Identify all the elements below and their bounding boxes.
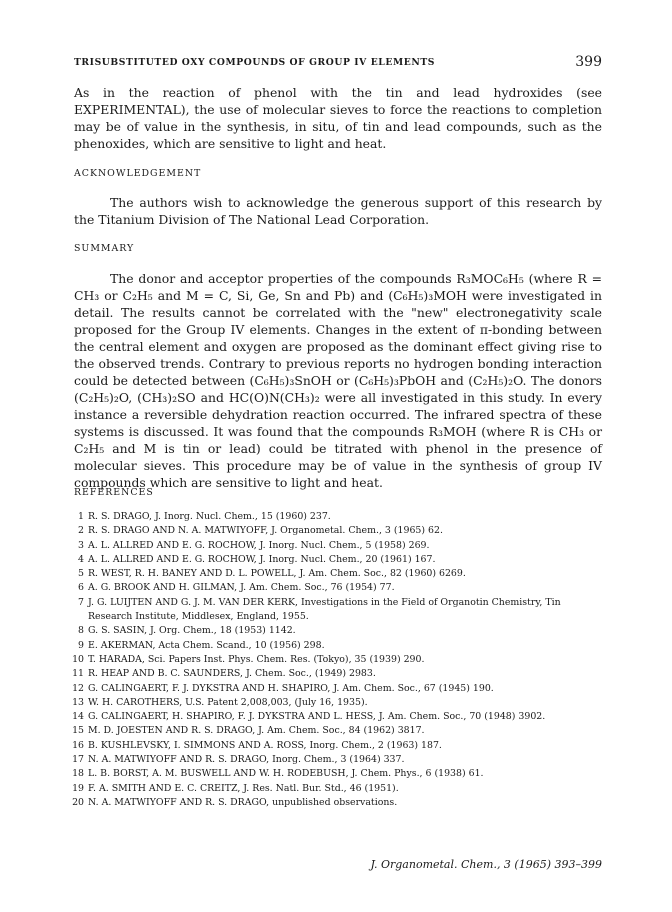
- running-head: [74, 54, 602, 73]
- reference-item: [74, 539, 602, 553]
- acknowledgement-text: The authors wish to acknowledge the generous support of this research by the Titanium Division of The National Lead Corporation.: [74, 195, 602, 227]
- reference-text: R. WEST, R. H. BANEY AND D. L. POWELL, J. Am. Chem. Soc., 82 (1960) 6269.: [88, 568, 466, 580]
- reference-text: G. CALINGAERT, F. J. DYKSTRA AND H. SHAPIRO, J. Am. Chem. Soc., 67 (1945) 190.: [88, 682, 494, 694]
- reference-text: M. D. JOESTEN AND R. S. DRAGO, J. Am. Chem. Soc., 84 (1962) 3817.: [88, 725, 425, 737]
- reference-number: 20: [72, 796, 84, 808]
- reference-item: [74, 724, 602, 738]
- summary-heading: SUMMARY: [74, 243, 135, 254]
- reference-item: [74, 782, 602, 796]
- page-number: 399: [575, 54, 602, 70]
- acknowledgement-heading: ACKNOWLEDGEMENT: [74, 168, 202, 179]
- reference-number: 17: [72, 754, 84, 766]
- reference-item: [74, 639, 602, 653]
- reference-number: 7: [78, 596, 84, 608]
- reference-item: [74, 767, 602, 781]
- reference-number: 16: [72, 739, 84, 751]
- reference-number: 12: [72, 682, 84, 694]
- reference-item: [74, 739, 602, 753]
- reference-item: [74, 524, 602, 538]
- reference-item: [74, 682, 602, 696]
- reference-text: J. G. LUIJTEN AND G. J. M. VAN DER KERK, Investigations in the Field of Organotin Chemistry, Tin Research Institute, Middlesex, England, 1955.: [88, 596, 561, 623]
- reference-number: 5: [78, 568, 84, 580]
- reference-number: 9: [78, 639, 84, 651]
- reference-number: 14: [72, 711, 84, 723]
- reference-item: [74, 753, 602, 767]
- reference-item: [74, 710, 602, 724]
- reference-number: 3: [78, 539, 84, 551]
- reference-number: 8: [78, 625, 84, 637]
- reference-text: B. KUSHLEVSKY, I. SIMMONS AND A. ROSS, Inorg. Chem., 2 (1963) 187.: [88, 739, 442, 751]
- reference-item: [74, 696, 602, 710]
- reference-number: 4: [78, 553, 84, 565]
- reference-item: [74, 596, 602, 625]
- reference-item: [74, 667, 602, 681]
- reference-text: R. HEAP AND B. C. SAUNDERS, J. Chem. Soc., (1949) 2983.: [88, 668, 376, 680]
- journal-citation-footer: J. Organometal. Chem., 3 (1965) 393–399: [370, 858, 602, 871]
- reference-item: [74, 796, 602, 810]
- reference-text: L. B. BORST, A. M. BUSWELL AND W. H. RODEBUSH, J. Chem. Phys., 6 (1938) 61.: [88, 768, 484, 780]
- reference-text: G. S. SASIN, J. Org. Chem., 18 (1953) 1142.: [88, 625, 296, 637]
- reference-text: W. H. CAROTHERS, U.S. Patent 2,008,003, (July 16, 1935).: [88, 696, 368, 708]
- reference-text: T. HARADA, Sci. Papers Inst. Phys. Chem. Res. (Tokyo), 35 (1939) 290.: [88, 653, 425, 665]
- reference-item: [74, 510, 602, 524]
- reference-number: 1: [78, 511, 84, 522]
- reference-item: [74, 624, 602, 638]
- reference-item: [74, 653, 602, 667]
- reference-text: N. A. MATWIYOFF AND R. S. DRAGO, unpublished observations.: [88, 796, 398, 808]
- reference-item: [74, 567, 602, 581]
- reference-number: 6: [78, 582, 84, 594]
- reference-number: 10: [72, 653, 84, 665]
- reference-list: [74, 510, 602, 810]
- journal-page: [74, 0, 602, 912]
- reference-text: R. S. DRAGO AND N. A. MATWIYOFF, J. Organometal. Chem., 3 (1965) 62.: [88, 525, 443, 537]
- reference-item: [74, 553, 602, 567]
- summary-text: The donor and acceptor properties of the compounds R₃MOC₆H₅ (where R = CH₃ or C₂H₅ and M = C, Si, Ge, Sn and Pb) and (C₆H₅)₃MOH were investigated in detail. The results cannot be correlated with the "new" electronegativity scale proposed for the Group IV elements. Changes in the extent of π-bonding between the central element and oxygen are proposed as the dominant effect giving rise to the observed trends. Contrary to previous reports no hydrogen bonding interaction could be detected between (C₆H₅)₃SnOH or (C₆H₅)₃PbOH and (C₂H₅)₂O. The donors (C₂H₅)₂O, (CH₃)₂SO and HC(O)N(CH₃)₂ were all investigated in this study. In every instance a reversible dehydration reaction occurred. The infrared spectra of these systems is discussed. It was found that the compounds R₃MOH (where R is CH₃ or C₂H₅ and M is tin or lead) could be titrated with phenol in the presence of molecular sieves. This procedure may be of value in the synthesis of group IV compounds which are sensitive to light and heat.: [74, 271, 602, 490]
- reference-number: 11: [72, 668, 84, 680]
- reference-item: [74, 581, 602, 595]
- reference-text: A. G. BROOK AND H. GILMAN, J. Am. Chem. Soc., 76 (1954) 77.: [88, 582, 395, 594]
- reference-text: A. L. ALLRED AND E. G. ROCHOW, J. Inorg. Nucl. Chem., 20 (1961) 167.: [88, 553, 436, 565]
- reference-number: 13: [72, 696, 84, 708]
- reference-text: G. CALINGAERT, H. SHAPIRO, F. J. DYKSTRA AND L. HESS, J. Am. Chem. Soc., 70 (1948) 3902.: [88, 711, 546, 723]
- reference-text: A. L. ALLRED AND E. G. ROCHOW, J. Inorg. Nucl. Chem., 5 (1958) 269.: [88, 539, 430, 551]
- reference-text: F. A. SMITH AND E. C. CREITZ, J. Res. Natl. Bur. Std., 46 (1951).: [88, 782, 399, 794]
- references-heading: REFERENCES: [74, 487, 154, 498]
- reference-number: 19: [72, 782, 84, 794]
- reference-number: 15: [72, 725, 84, 737]
- running-head-title: TRISUBSTITUTED OXY COMPOUNDS OF GROUP IV ELEMENTS: [74, 57, 436, 68]
- reference-text: E. AKERMAN, Acta Chem. Scand., 10 (1956) 298.: [88, 639, 325, 651]
- intro-paragraph: As in the reaction of phenol with the tin and lead hydroxides (see EXPERIMENTAL), the use of molecular sieves to force the reactions to completion may be of value in the synthesis, in situ, of tin and lead compounds, such as the phenoxides, which are sensitive to light and heat.: [74, 85, 602, 151]
- reference-number: 2: [78, 525, 84, 537]
- reference-text: N. A. MATWIYOFF AND R. S. DRAGO, Inorg. Chem., 3 (1964) 337.: [88, 754, 405, 766]
- reference-text: R. S. DRAGO, J. Inorg. Nucl. Chem., 15 (1960) 237.: [88, 511, 331, 522]
- reference-number: 18: [72, 768, 84, 780]
